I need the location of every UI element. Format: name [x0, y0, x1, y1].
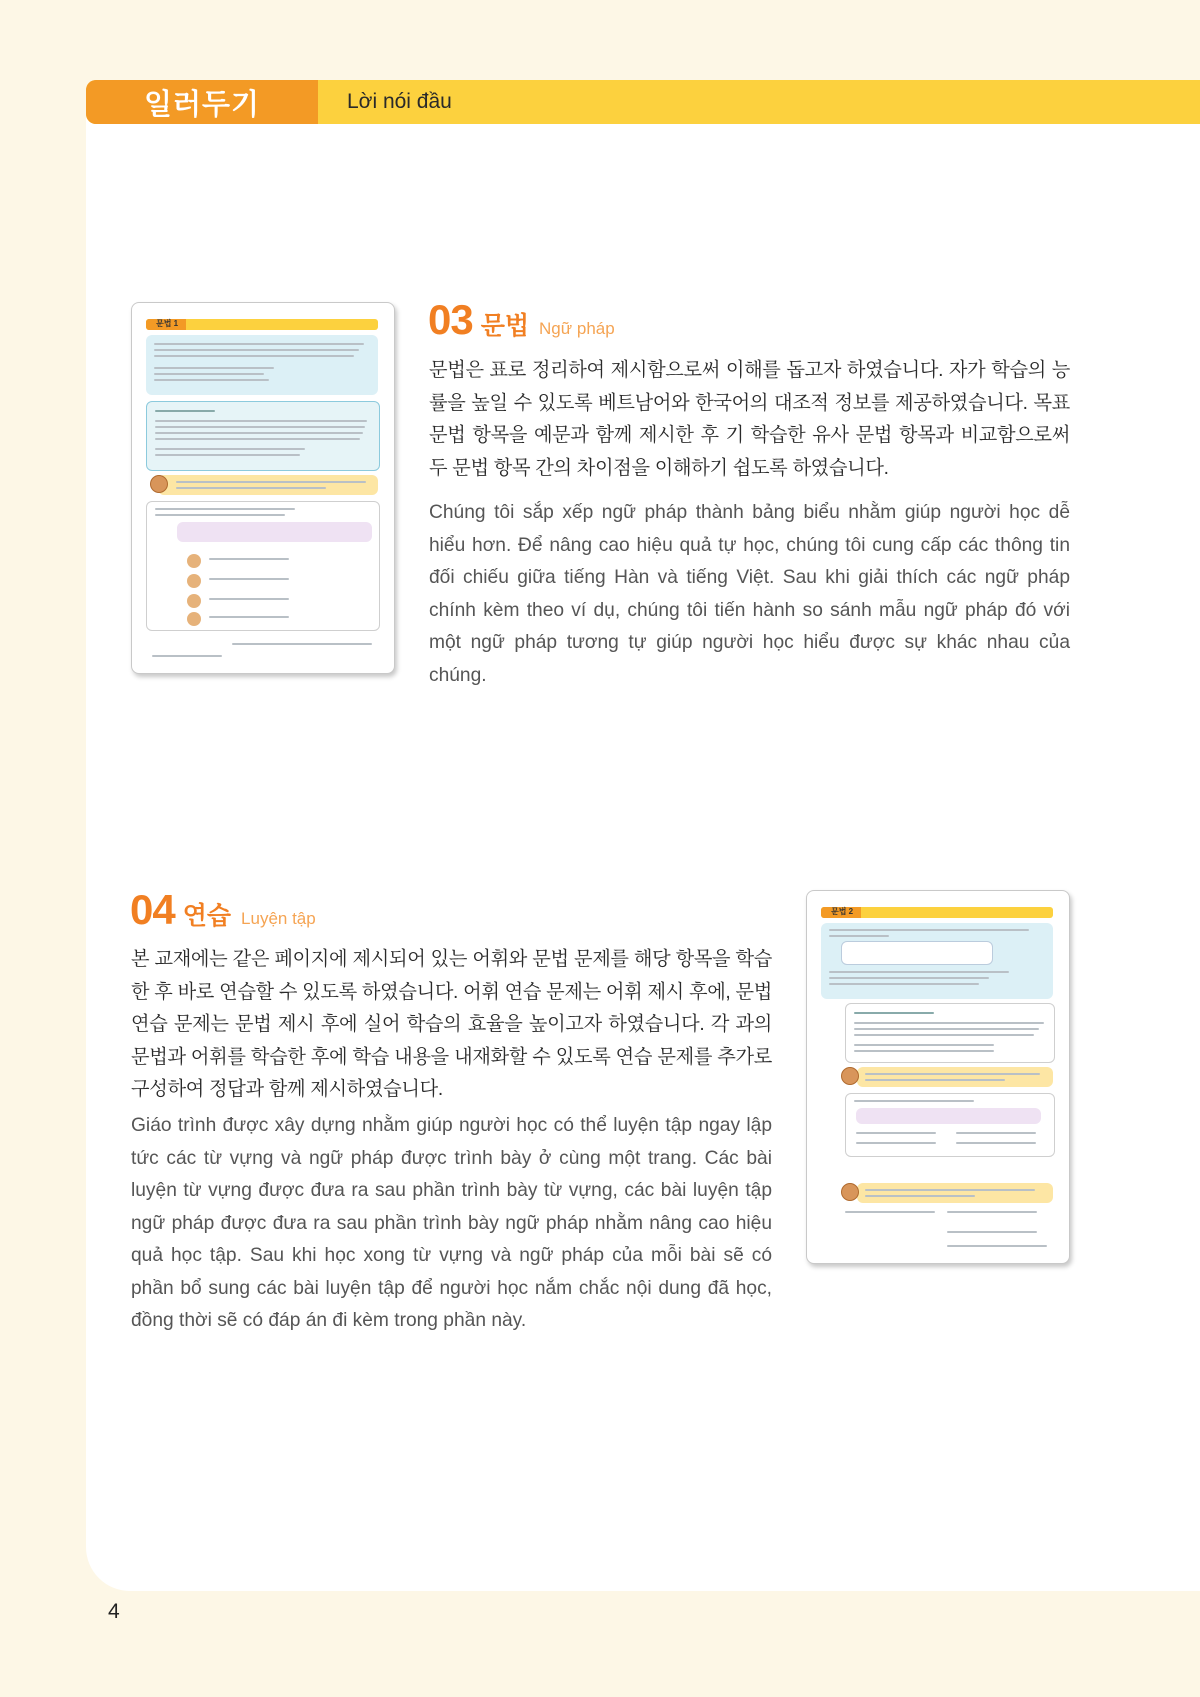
thumb-exercise-box: [845, 1093, 1055, 1157]
thumb-exercise-box: [146, 501, 380, 631]
thumb-avatar-icon: [150, 475, 168, 493]
section-03-heading: [428, 296, 615, 344]
thumb-header-bar: [821, 907, 1053, 918]
thumb-comparison-box: [146, 401, 380, 471]
header-tab: 일러두기: [86, 80, 318, 124]
thumb-comparison-box: [845, 1003, 1055, 1063]
section-03-title-ko: 문법: [480, 312, 530, 340]
section-03-body-ko: 문법은 표로 정리하여 제시함으로써 이해를 돕고자 하였습니다. 자가 학습의 능률을 높일 수 있도록 베트남어와 한국어의 대조적 정보를 제공하였습니다. 목표 문법 항목을 예문과 함께 제시한 후 기 학습한 유사 문법 항목과 비교함으로써 두 문법 항목 간의 차이점을 이해하기 쉽도록 하였습니다.: [429, 360, 1070, 479]
thumb-question-callout: [158, 475, 378, 495]
header-title: Lời nói đầu: [347, 90, 452, 113]
grammar-sample-page-thumbnail: [131, 302, 395, 674]
thumb-question-callout: [857, 1067, 1053, 1087]
thumb-avatar-icon: [841, 1183, 859, 1201]
section-04-number: 04: [130, 886, 175, 933]
thumb-header-label: 문법 2: [831, 907, 854, 916]
section-03-number: 03: [428, 296, 473, 343]
section-04-title-vi: Luyện tập: [241, 909, 316, 928]
thumb-extra-callout: [857, 1183, 1053, 1203]
section-04-body-vi: Giáo trình được xây dựng nhằm giúp người học có thể luyện tập ngay lập tức các từ vựng và ngữ pháp được trình bày ở cùng một trang. Các bài luyện từ vựng được đưa ra sau phần trình bày từ vựng, các bài luyện tập ngữ pháp được đưa ra sau phần trình bày ngữ pháp nhằm nâng cao hiệu quả học tập. Sau khi học xong từ vựng và ngữ pháp của mỗi bài sẽ có phần bổ sung các bài luyện tập để người học nắm chắc nội dung đã học, đồng thời sẽ có đáp án đi kèm trong phần này.: [131, 1115, 772, 1331]
thumb-header-label: 문법 1: [156, 319, 179, 328]
section-03-body-vi: Chúng tôi sắp xếp ngữ pháp thành bảng biểu nhằm giúp người học dễ hiểu hơn. Để nâng cao hiệu quả tự học, chúng tôi cung cấp các thông tin đối chiếu giữa tiếng Hàn và tiếng Việt. Sau khi giải thích các ngữ pháp chính kèm theo ví dụ, chúng tôi tiến hành so sánh mẫu ngữ pháp đó với một ngữ pháp tương tự giúp người học hiểu được sự khác nhau của chúng.: [429, 502, 1070, 686]
section-04-body-ko: 본 교재에는 같은 페이지에 제시되어 있는 어휘와 문법 문제를 해당 항목을 학습한 후 바로 연습할 수 있도록 하였습니다. 어휘 연습 문제는 어휘 제시 후에, 문법 연습 문제는 문법 제시 후에 실어 학습의 효율을 높이고자 하였습니다. 각 과의 문법과 어휘를 학습한 후에 학습 내용을 내재화할 수 있도록 연습 문제를 추가로 구성하여 정답과 함께 제시하였습니다.: [131, 949, 772, 1100]
practice-sample-page-thumbnail: [806, 890, 1070, 1264]
section-04-heading: [130, 886, 316, 934]
thumb-explanation-box: [146, 335, 378, 395]
thumb-avatar-icon: [841, 1067, 859, 1085]
section-03-title-vi: Ngữ pháp: [539, 319, 615, 338]
thumb-header-bar: [146, 319, 378, 330]
page-number: 4: [108, 1600, 120, 1623]
section-04-title-ko: 연습: [182, 902, 232, 930]
thumb-table-box: [821, 923, 1053, 999]
